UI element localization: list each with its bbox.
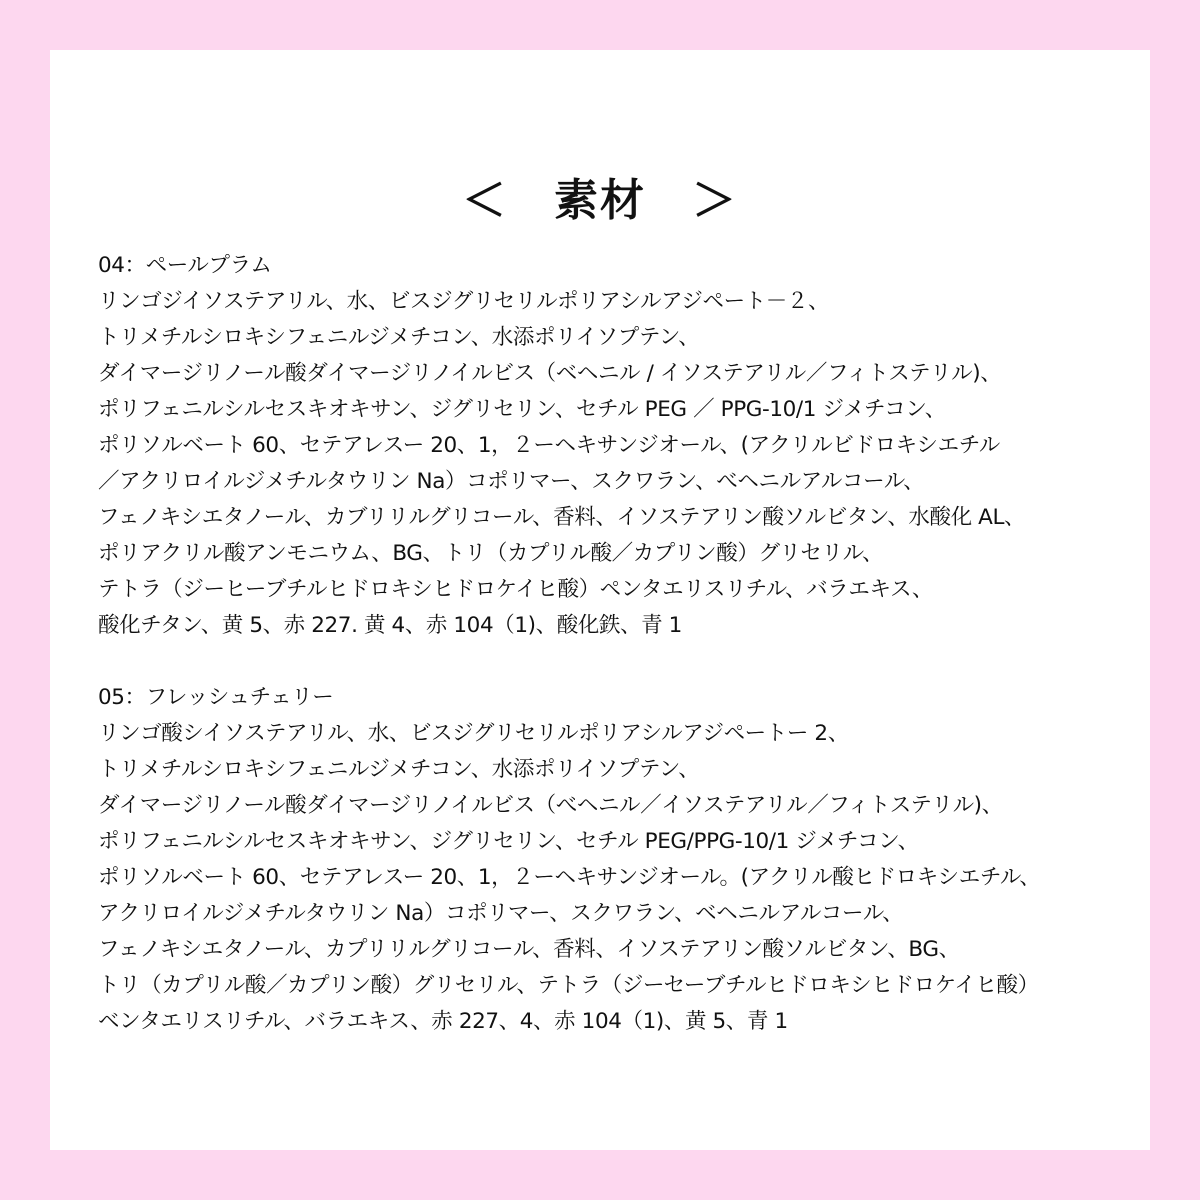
ingredient-line: リンゴ酸シイソステアリル、水、ビスジグリセリルポリアシルアジペートー 2、 (98, 721, 849, 746)
page-title: ＜ 素材 ＞ (462, 175, 738, 226)
ingredient-line: ポリフェニルシルセスキオキサン、ジグリセリン、セチル PEG ／ PPG-10/1 ジメチコン、 (98, 397, 946, 422)
ingredient-line: ポリソルベート 60、セテアレスー 20、1，２ーヘキサンジオール。(アクリル酸ヒドロキシエチル、 (98, 865, 1041, 890)
section-heading: 05：フレッシュチェリー (98, 685, 334, 710)
ingredient-line: トリメチルシロキシフェニルジメチコン、水添ポリイソプテン、 (98, 325, 700, 350)
ingredient-line: ／アクリロイルジメチルタウリン Na）コポリマー、スクワラン、べヘニルアルコール、 (98, 469, 925, 494)
ingredient-line: ポリソルベート 60、セテアレスー 20、1，２ーヘキサンジオール、(アクリルビドロキシエチル (98, 433, 1000, 458)
ingredient-line: ポリアクリル酸アンモニウム、BG、トリ（カプリル酸／カプリン酸）グリセリル、 (98, 541, 884, 566)
ingredient-section-04 (98, 248, 1138, 644)
ingredient-line: リンゴジイソステアリル、水、ビスジグリセリルポリアシルアジペート－２、 (98, 289, 830, 314)
ingredient-line: ダイマージリノール酸ダイマージリノイルビス（べヘニル／イソステアリル／フィトステリル)、 (98, 793, 1003, 818)
ingredient-section-05 (98, 680, 1138, 1040)
ingredient-line: フェノキシエタノール、カブリリルグリコール、香料、イソステアリン酸ソルビタン、水酸化 AL、 (98, 505, 1026, 530)
ingredient-line: テトラ（ジーヒーブチルヒドロキシヒドロケイヒ酸）ペンタエリスリチル、バラエキス、 (98, 577, 933, 602)
ingredient-line: フェノキシエタノール、カプリリルグリコール、香料、イソステアリン酸ソルビタン、BG、 (98, 937, 960, 962)
section-heading: 04：ペールプラム (98, 253, 272, 278)
ingredient-line: アクリロイルジメチルタウリン Na）コポリマー、スクワラン、ベヘニルアルコール、 (98, 901, 904, 926)
content-card (50, 50, 1150, 1150)
ingredient-line: ポリフェニルシルセスキオキサン、ジグリセリン、セチル PEG/PPG-10/1 ジメチコン、 (98, 829, 919, 854)
ingredient-line: ダイマージリノール酸ダイマージリノイルビス（ベヘニル / イソステアリル／フィトステリル)、 (98, 361, 1002, 386)
ingredient-line: 酸化チタン、黄 5、赤 227. 黄 4、赤 104（1)、酸化鉄、青 1 (98, 613, 682, 638)
ingredient-line: ベンタエリスリチル、バラエキス、赤 227、4、赤 104（1)、黄 5、青 1 (98, 1009, 788, 1034)
ingredient-line: トリ（カプリル酸／カプリン酸）グリセリル、テトラ（ジーセーブチルヒドロキシヒドロケイヒ酸） (98, 973, 1039, 998)
ingredient-line: トリメチルシロキシフェニルジメチコン、水添ポリイソプテン、 (98, 757, 700, 782)
